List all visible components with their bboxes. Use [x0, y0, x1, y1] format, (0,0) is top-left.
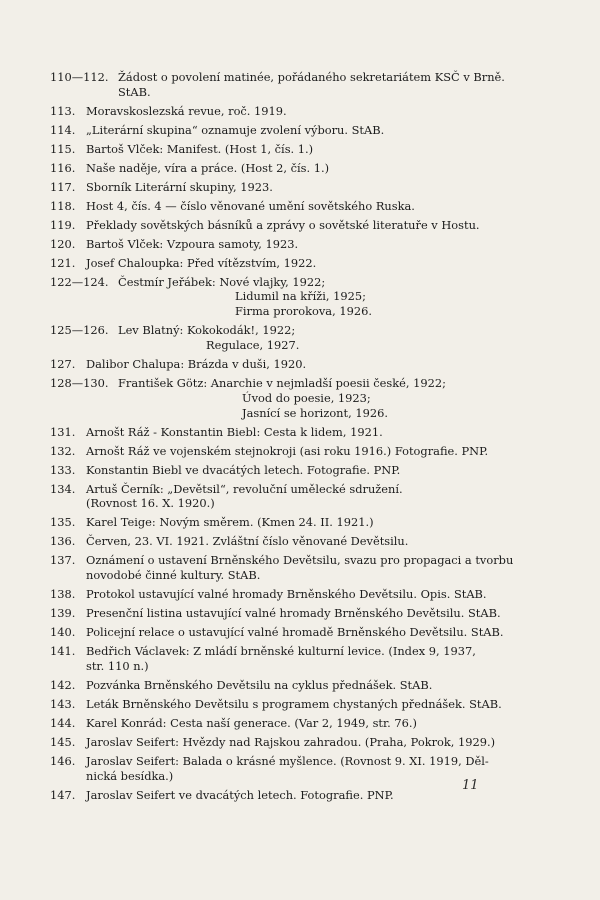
- catalogue-entry: [50, 376, 575, 420]
- entry-number: 138.: [50, 587, 76, 602]
- entry-number: 135.: [50, 515, 76, 530]
- entry-number: 113.: [50, 103, 76, 118]
- entry-line: Pozvánka Brněnského Devětsilu na cyklus přednášek. StAB.: [86, 677, 433, 692]
- entry-text: [86, 142, 575, 157]
- entry-text: [86, 716, 575, 731]
- entry-line: Policejní relace o ustavující valné hromadě Brněnského Devětsilu. StAB.: [86, 625, 504, 640]
- catalogue-entry: [50, 644, 575, 674]
- entry-number: 116.: [50, 160, 76, 175]
- entry-number: 110—112.: [50, 70, 109, 84]
- entry-number: 127.: [50, 357, 76, 371]
- entry-text: [118, 323, 575, 353]
- entry-line: Host 4, čís. 4 — číslo věnované umění sovětského Ruska.: [86, 198, 415, 213]
- entry-line: Presenční listina ustavující valné hromady Brněnského Devětsilu. StAB.: [86, 606, 501, 621]
- entry-line: Překlady sovětských básníků a zprávy o sovětské literatuře v Hostu.: [86, 217, 480, 232]
- entry-number: 125—126.: [50, 323, 109, 338]
- catalogue-entry: [50, 161, 575, 176]
- entry-line: Úvod do poesie, 1923;: [242, 390, 371, 405]
- entry-text: [118, 70, 575, 100]
- entry-number: 118.: [50, 198, 76, 213]
- entry-text: [86, 515, 575, 530]
- entry-line: nická besídka.): [86, 768, 174, 783]
- entry-line: Čestmír Jeřábek: Nové vlajky, 1922;: [118, 274, 326, 289]
- entry-text: [86, 444, 575, 459]
- entry-line: Jaroslav Seifert: Balada o krásné myšlence. (Rovnost 9. XI. 1919, Děl-: [86, 753, 489, 768]
- entry-line: Červen, 23. VI. 1921. Zvláštní číslo věnované Devětsilu.: [86, 534, 409, 549]
- entry-number: 145.: [50, 734, 76, 749]
- catalogue-entry: [50, 515, 575, 530]
- catalogue-entry: [50, 482, 575, 512]
- entry-text: [86, 788, 575, 803]
- entry-number: 114.: [50, 122, 76, 137]
- entry-number: 143.: [50, 696, 76, 711]
- catalogue-entry: [50, 697, 575, 712]
- catalogue-entry: [50, 357, 575, 372]
- entry-text: [86, 606, 575, 621]
- entry-line: Jaroslav Seifert: Hvězdy nad Rajskou zahradou. (Praha, Pokrok, 1929.): [86, 734, 496, 749]
- catalogue-entry: [50, 142, 575, 157]
- entry-text: [86, 697, 575, 712]
- entry-line: Jasnící se horizont, 1926.: [242, 405, 388, 420]
- entry-text: [86, 357, 575, 372]
- catalogue-entry: [50, 625, 575, 640]
- entry-line: Arnošt Ráž ve vojenském stejnokroji (asi roku 1916.) Fotografie. PNP.: [86, 443, 489, 458]
- catalogue-entry: [50, 237, 575, 252]
- entry-text: [86, 256, 575, 271]
- entry-line: Lidumil na kříži, 1925;: [235, 289, 366, 304]
- entry-number: 144.: [50, 715, 76, 730]
- entry-number: 140.: [50, 625, 76, 640]
- catalogue-entry: [50, 534, 575, 549]
- entry-number: 133.: [50, 462, 76, 477]
- entry-text: [86, 104, 575, 119]
- catalogue-entry: [50, 678, 575, 693]
- entry-line: Bartoš Vlček: Vzpoura samoty, 1923.: [86, 236, 299, 251]
- entry-line: Arnošt Ráž - Konstantin Biebl: Cesta k lidem, 1921.: [86, 424, 383, 439]
- entry-line: Bartoš Vlček: Manifest. (Host 1, čís. 1.): [86, 141, 314, 156]
- catalogue-entry: [50, 104, 575, 119]
- entry-number: 119.: [50, 217, 76, 232]
- entry-number: 115.: [50, 141, 76, 156]
- entry-number: 134.: [50, 481, 76, 496]
- entry-text: [86, 180, 575, 195]
- entry-line: Sborník Literární skupiny, 1923.: [86, 179, 273, 194]
- entry-text: [118, 275, 575, 319]
- entry-text: [86, 237, 575, 252]
- entry-line: Naše naděje, víra a práce. (Host 2, čís. 1.): [86, 160, 330, 175]
- entry-number: 128—130.: [50, 375, 109, 390]
- entry-number: 131.: [50, 424, 76, 439]
- entry-number: 141.: [50, 644, 76, 658]
- entry-line: Bedřich Václavek: Z mládí brněnské kulturní levice. (Index 9, 1937,: [86, 644, 476, 658]
- entry-line: Protokol ustavující valné hromady Brněnského Devětsilu. Opis. StAB.: [86, 587, 487, 602]
- entry-line: Regulace, 1927.: [206, 338, 300, 353]
- entry-line: Konstantin Biebl ve dvacátých letech. Fotografie. PNP.: [86, 462, 401, 477]
- entry-text: [86, 463, 575, 478]
- entry-number: 139.: [50, 606, 76, 621]
- entry-number: 120.: [50, 236, 76, 251]
- entry-line: Leták Brněnského Devětsilu s programem chystaných přednášek. StAB.: [86, 696, 502, 711]
- entry-line: Lev Blatný: Kokokodák!, 1922;: [118, 323, 296, 338]
- entry-number: 142.: [50, 677, 76, 692]
- catalogue-entry: [50, 323, 575, 353]
- entry-text: [86, 218, 575, 233]
- entry-line: Oznámení o ustavení Brněnského Devětsilu, svazu pro propagaci a tvorbu: [86, 553, 514, 568]
- entry-number: 121.: [50, 255, 76, 270]
- entry-text: [86, 161, 575, 176]
- entry-line: Firma prorokova, 1926.: [235, 304, 372, 319]
- entry-text: [86, 425, 575, 440]
- catalogue-list: [50, 70, 575, 806]
- catalogue-entry: [50, 754, 575, 784]
- entry-number: 132.: [50, 443, 76, 458]
- entry-line: Jaroslav Seifert ve dvacátých letech. Fotografie. PNP.: [86, 787, 394, 802]
- entry-text: [86, 625, 575, 640]
- entry-line: Žádost o povolení matinée, pořádaného sekretariátem KSČ v Brně.: [118, 70, 505, 84]
- entry-number: 137.: [50, 553, 76, 568]
- catalogue-entry: [50, 587, 575, 602]
- entry-line: str. 110 n.): [86, 658, 149, 673]
- entry-number: 117.: [50, 179, 76, 194]
- catalogue-entry: [50, 735, 575, 750]
- entry-text: [86, 754, 575, 784]
- catalogue-entry: [50, 788, 575, 803]
- entry-line: Karel Teige: Novým směrem. (Kmen 24. II. 1921.): [86, 515, 374, 530]
- entry-text: [86, 587, 575, 602]
- entry-text: [86, 553, 575, 583]
- entry-text: [118, 376, 575, 420]
- entry-text: [86, 199, 575, 214]
- page-number: 11: [462, 778, 479, 793]
- catalogue-entry: [50, 218, 575, 233]
- catalogue-entry: [50, 70, 575, 100]
- entry-line: Josef Chaloupka: Před vítězstvím, 1922.: [86, 255, 317, 270]
- entry-text: [86, 678, 575, 693]
- catalogue-entry: [50, 553, 575, 583]
- catalogue-entry: [50, 256, 575, 271]
- entry-number: 146.: [50, 753, 76, 768]
- entry-line: Karel Konrád: Cesta naší generace. (Var 2, 1949, str. 76.): [86, 715, 417, 730]
- entry-number: 136.: [50, 534, 76, 549]
- entry-line: novodobé činné kultury. StAB.: [86, 568, 261, 583]
- catalogue-entry: [50, 275, 575, 319]
- entry-line: StAB.: [118, 84, 151, 99]
- entry-line: František Götz: Anarchie v nejmladší poesii české, 1922;: [118, 375, 446, 390]
- entry-number: 147.: [50, 787, 76, 802]
- catalogue-entry: [50, 123, 575, 138]
- catalogue-entry: [50, 606, 575, 621]
- entry-text: [86, 534, 575, 549]
- entry-line: (Rovnost 16. X. 1920.): [86, 496, 215, 511]
- entry-line: „Literární skupina“ oznamuje zvolení výboru. StAB.: [86, 122, 385, 137]
- entry-line: Dalibor Chalupa: Brázda v duši, 1920.: [86, 357, 307, 371]
- entry-text: [86, 482, 575, 512]
- entry-text: [86, 644, 575, 674]
- entry-line: Moravskoslezská revue, roč. 1919.: [86, 103, 287, 118]
- entry-text: [86, 735, 575, 750]
- entry-number: 122—124.: [50, 274, 109, 289]
- entry-line: Artuš Černík: „Devětsil“, revoluční umělecké sdružení.: [86, 481, 403, 496]
- catalogue-entry: [50, 716, 575, 731]
- catalogue-entry: [50, 463, 575, 478]
- catalogue-entry: [50, 425, 575, 440]
- catalogue-entry: [50, 444, 575, 459]
- catalogue-entry: [50, 199, 575, 214]
- entry-text: [86, 123, 575, 138]
- catalogue-entry: [50, 180, 575, 195]
